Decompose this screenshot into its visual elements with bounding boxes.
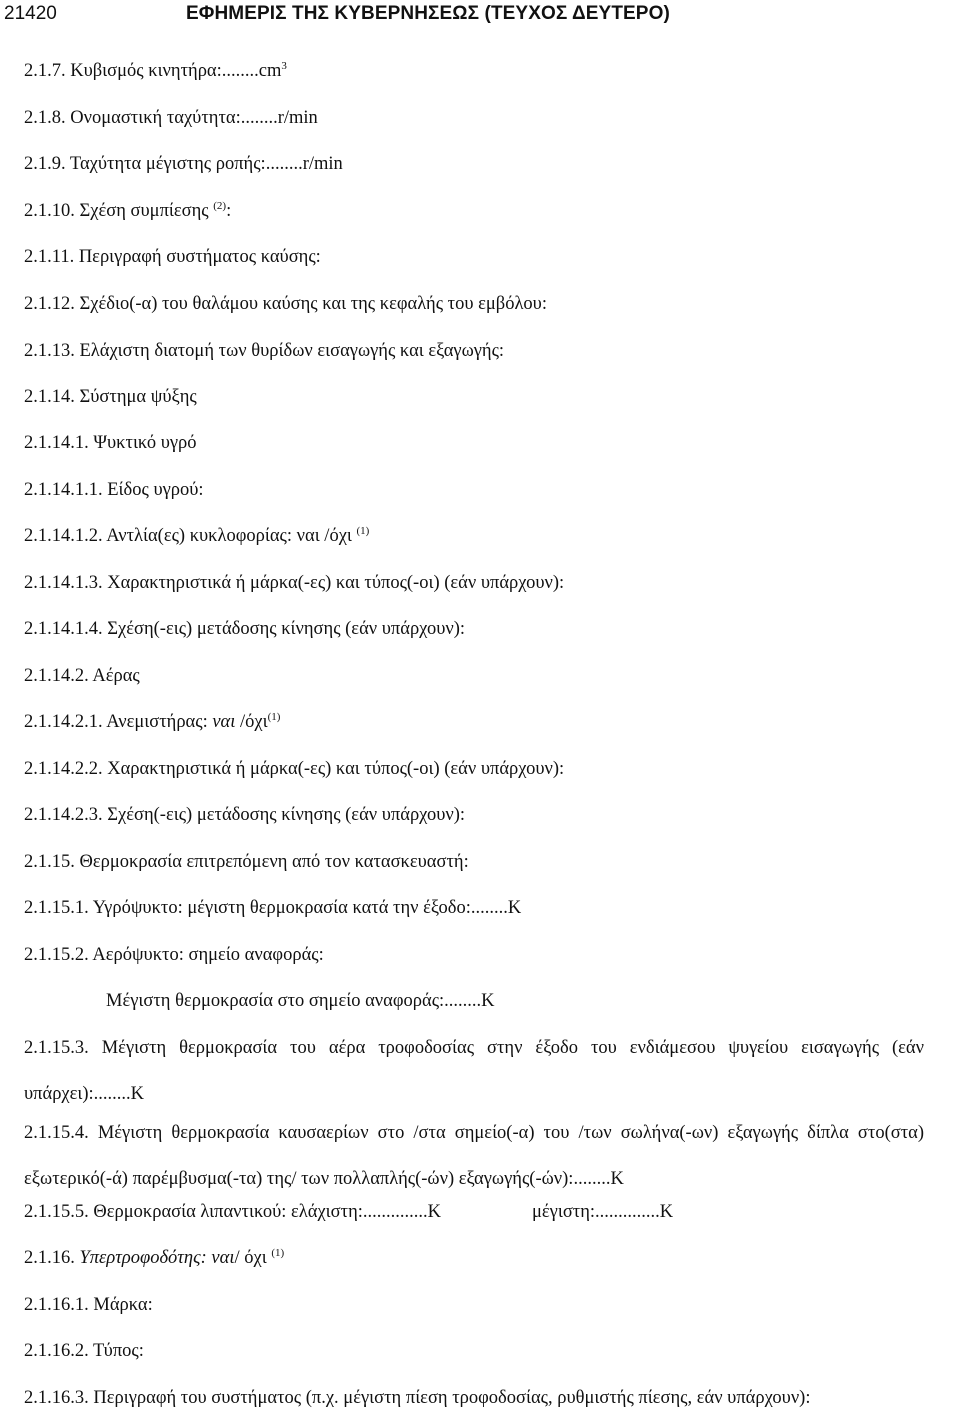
item-2-1-16	[24, 1247, 284, 1269]
item-2-1-16-3: 2.1.16.3. Περιγραφή του συστήματος (π.χ. μέγιστη πίεση τροφοδοσίας, ρυθμιστής πίεσης, εάν υπάρχουν):	[24, 1388, 811, 1408]
superscript: 3	[281, 59, 287, 72]
item-2-1-15-5-max: μέγιστη:..............K	[532, 1202, 674, 1222]
item-text: 2.1.16.	[24, 1248, 80, 1268]
item-2-1-7	[24, 60, 287, 82]
page-header	[0, 0, 960, 34]
item-2-1-16-1: 2.1.16.1. Μάρκα:	[24, 1295, 153, 1315]
item-text-tail: :	[226, 201, 232, 221]
item-2-1-14-1-1: 2.1.14.1.1. Είδος υγρού:	[24, 480, 204, 500]
item-2-1-14-1: 2.1.14.1. Ψυκτικό υγρό	[24, 433, 197, 453]
handwritten-mark: Υπερτροφοδότης: ναι	[79, 1248, 235, 1268]
page-number: 21420	[4, 3, 57, 24]
footnote-ref: (2)	[213, 199, 227, 212]
handwritten-mark: ναι	[212, 712, 236, 732]
item-2-1-15-4: 2.1.15.4. Μέγιστη θερμοκρασία καυσαερίων στο /στα σημείο(-α) του /των σωλήνα(-ων) εξαγωγής δίπλα στο(στα) εξωτερικό(-ά) παρέμβυσμα(-τα) της/ των πολλαπλής(-ών) εξαγωγής(-ών):........K	[24, 1123, 924, 1189]
item-2-1-14-2-2: 2.1.14.2.2. Χαρακτηριστικά ή μάρκα(-ες) και τύπος(-οι) (εάν υπάρχουν):	[24, 759, 565, 779]
item-text: 2.1.10. Σχέση συμπίεσης	[24, 201, 214, 221]
item-2-1-15-2-max-temp: Μέγιστη θερμοκρασία στο σημείο αναφοράς:........K	[106, 991, 495, 1011]
journal-title: ΕΦΗΜΕΡΙΣ ΤΗΣ ΚΥΒΕΡΝΗΣΕΩΣ (ΤΕΥΧΟΣ ΔΕΥΤΕΡΟ)	[186, 3, 670, 24]
item-text-tail: /όχι	[235, 712, 268, 732]
footnote-ref: (1)	[356, 524, 370, 537]
item-2-1-11: 2.1.11. Περιγραφή συστήματος καύσης:	[24, 247, 321, 267]
item-2-1-10	[24, 200, 231, 222]
item-2-1-14-1-4: 2.1.14.1.4. Σχέση(-εις) μετάδοσης κίνησης (εάν υπάρχουν):	[24, 619, 466, 639]
footnote-ref: (1)	[267, 710, 281, 723]
item-2-1-12: 2.1.12. Σχέδιο(-α) του θαλάμου καύσης και της κεφαλής του εμβόλου:	[24, 294, 547, 314]
item-2-1-13: 2.1.13. Ελάχιστη διατομή των θυρίδων εισαγωγής και εξαγωγής:	[24, 341, 505, 361]
item-2-1-15-1: 2.1.15.1. Υγρόψυκτο: μέγιστη θερμοκρασία κατά την έξοδο:........K	[24, 898, 522, 918]
item-2-1-16-2: 2.1.16.2. Τύπος:	[24, 1341, 144, 1361]
item-2-1-15-5: 2.1.15.5. Θερμοκρασία λιπαντικού: ελάχιστη:..............K	[24, 1202, 441, 1222]
item-text-tail: / όχι	[234, 1248, 267, 1268]
item-text: 2.1.7. Κυβισμός κινητήρα:........cm	[24, 61, 282, 81]
item-2-1-15-2: 2.1.15.2. Αερόψυκτο: σημείο αναφοράς:	[24, 945, 324, 965]
item-2-1-14-1-3: 2.1.14.1.3. Χαρακτηριστικά ή μάρκα(-ες) και τύπος(-οι) (εάν υπάρχουν):	[24, 573, 565, 593]
item-2-1-14-2-1	[24, 711, 280, 733]
item-text: 2.1.14.1.2. Αντλία(ες) κυκλοφορίας: ναι /όχι	[24, 526, 357, 546]
item-2-1-9: 2.1.9. Ταχύτητα μέγιστης ροπής:........r/min	[24, 154, 343, 174]
item-2-1-8: 2.1.8. Ονομαστική ταχύτητα:........r/min	[24, 108, 318, 128]
item-2-1-15-3: 2.1.15.3. Μέγιστη θερμοκρασία του αέρα τροφοδοσίας στην έξοδο του ενδιάμεσου ψυγείου εισαγωγής (εάν υπάρχει):........K	[24, 1038, 924, 1104]
item-2-1-14: 2.1.14. Σύστημα ψύξης	[24, 387, 197, 407]
item-2-1-14-1-2	[24, 525, 369, 547]
footnote-ref: (1)	[271, 1246, 285, 1259]
item-2-1-15: 2.1.15. Θερμοκρασία επιτρεπόμενη από τον κατασκευαστή:	[24, 852, 469, 872]
item-2-1-14-2: 2.1.14.2. Αέρας	[24, 666, 140, 686]
item-2-1-14-2-3: 2.1.14.2.3. Σχέση(-εις) μετάδοσης κίνησης (εάν υπάρχουν):	[24, 805, 466, 825]
item-text: 2.1.14.2.1. Ανεμιστήρας:	[24, 712, 213, 732]
